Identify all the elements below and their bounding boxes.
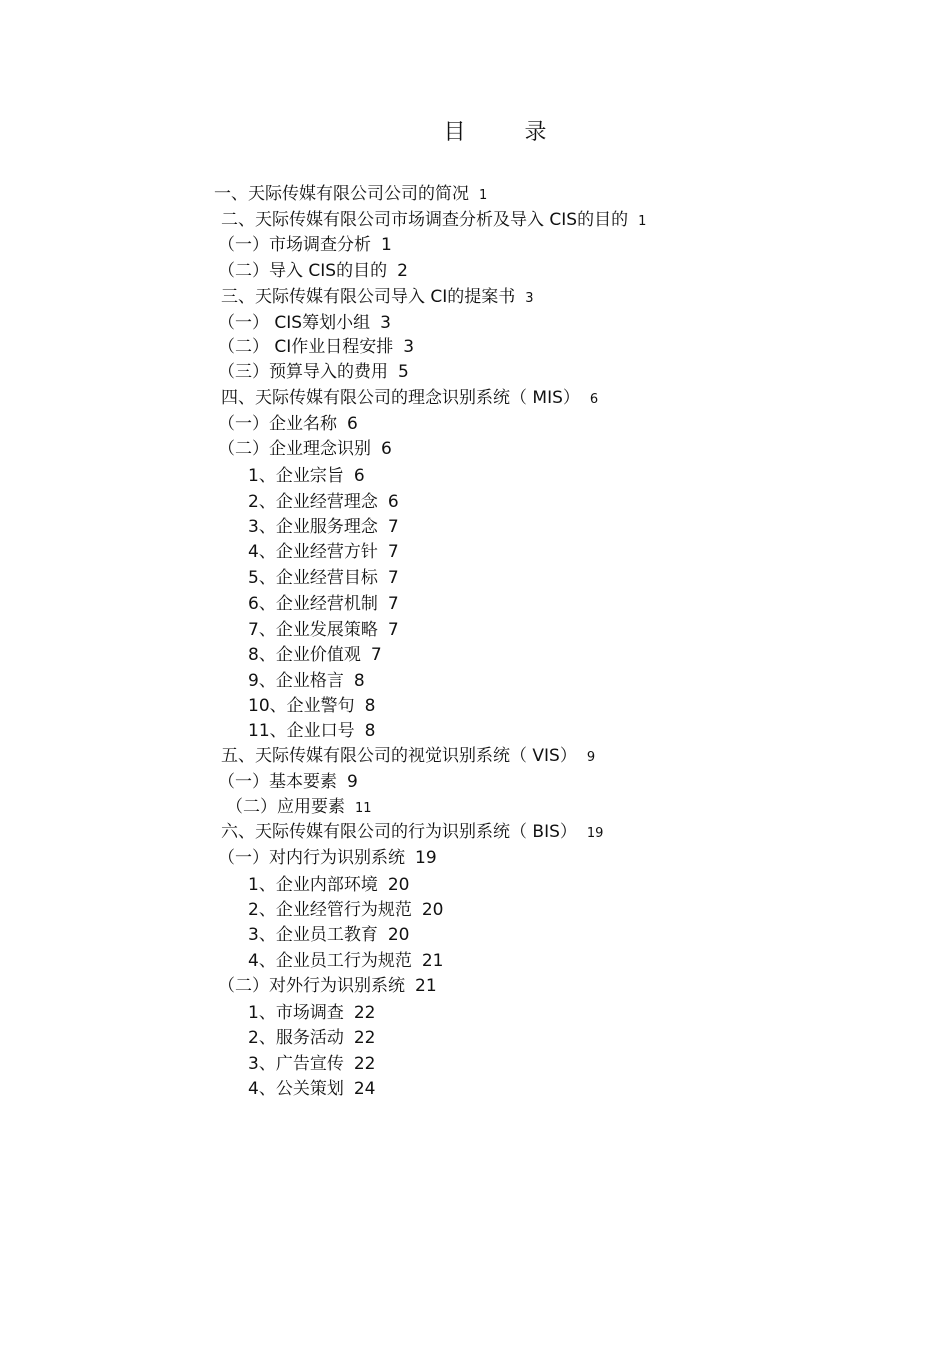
toc-entry-text: 五、天际传媒有限公司的视觉识别系统（ VIS） (221, 746, 577, 766)
toc-entry-text: 4、企业经营方针 (248, 542, 378, 562)
toc-entry-text: 5、企业经营目标 (248, 568, 378, 588)
toc-entry-page-number: 6 (387, 492, 399, 512)
toc-entry[interactable] (221, 387, 598, 411)
toc-entry-text: 10、企业警句 (248, 696, 355, 716)
toc-entry-page-number: 3 (403, 337, 415, 357)
toc-entry-text: （一）企业名称 (218, 414, 337, 434)
toc-entry[interactable] (248, 670, 365, 692)
toc-entry-page-number: 8 (364, 696, 376, 716)
toc-entry-page-number: 1 (479, 188, 488, 203)
toc-entry-text: 7、企业发展策略 (248, 620, 378, 640)
toc-entry[interactable] (248, 1078, 375, 1100)
toc-entry-page-number: 21 (421, 951, 444, 971)
toc-entry-text: 三、天际传媒有限公司导入 CI的提案书 (221, 287, 516, 307)
toc-entry-text: 3、广告宣传 (248, 1054, 344, 1074)
toc-entry-page-number: 1 (381, 235, 392, 255)
toc-entry-page-number: 11 (355, 801, 372, 816)
toc-entry-page-number: 7 (387, 542, 399, 562)
toc-entry-page-number: 20 (421, 900, 444, 920)
toc-entry-text: （一）基本要素 (218, 772, 337, 792)
toc-entry-text: 4、企业员工行为规范 (248, 951, 412, 971)
toc-entry[interactable] (248, 695, 375, 717)
toc-entry-page-number: 5 (398, 362, 409, 382)
toc-entry-text: 3、企业员工教育 (248, 925, 378, 945)
toc-entry-page-number: 7 (387, 594, 399, 614)
toc-entry-text: 3、企业服务理念 (248, 517, 378, 537)
toc-entry-page-number: 20 (387, 875, 410, 895)
toc-entry[interactable] (248, 644, 382, 666)
toc-entry-text: （三）预算导入的费用 (218, 362, 388, 382)
toc-entry[interactable] (248, 1053, 375, 1075)
toc-entry-page-number: 22 (353, 1028, 376, 1048)
toc-entry-page-number: 2 (397, 261, 408, 281)
toc-entry-page-number: 6 (353, 466, 365, 486)
toc-entry-page-number: 22 (353, 1003, 376, 1023)
toc-entry-text: 六、天际传媒有限公司的行为识别系统（ BIS） (221, 822, 577, 842)
toc-entry[interactable] (248, 465, 365, 487)
toc-entry-page-number: 7 (370, 645, 382, 665)
toc-entry[interactable] (248, 619, 399, 641)
toc-entry-page-number: 9 (347, 772, 358, 792)
toc-entry-page-number: 21 (415, 976, 437, 996)
toc-entry[interactable] (221, 821, 603, 845)
toc-entry-page-number: 8 (364, 721, 376, 741)
toc-entry-text: 8、企业价值观 (248, 645, 361, 665)
toc-entry[interactable] (248, 541, 399, 563)
toc-entry[interactable] (248, 567, 399, 589)
toc-entry-text: （二）应用要素 (226, 797, 345, 817)
toc-entry-text: 6、企业经营机制 (248, 594, 378, 614)
toc-entry-text: 1、市场调查 (248, 1003, 344, 1023)
toc-entry-page-number: 22 (353, 1054, 376, 1074)
toc-entry[interactable] (248, 1002, 375, 1024)
toc-entry-text: 2、企业经管行为规范 (248, 900, 412, 920)
toc-entry[interactable] (218, 361, 409, 383)
toc-entry-page-number: 9 (586, 750, 596, 765)
toc-entry-page-number: 7 (387, 620, 399, 640)
toc-entry[interactable] (218, 234, 392, 256)
toc-entry[interactable] (218, 847, 437, 869)
toc-entry[interactable] (218, 771, 358, 793)
toc-entry[interactable] (221, 286, 534, 310)
toc-entry-text: （二） CI作业日程安排 (218, 337, 394, 357)
toc-entry-page-number: 20 (387, 925, 410, 945)
toc-entry-text: 2、服务活动 (248, 1028, 344, 1048)
toc-entry[interactable] (218, 975, 437, 997)
toc-entry[interactable] (221, 745, 595, 769)
toc-entry-page-number: 19 (415, 848, 437, 868)
document-title: 目 录 (443, 120, 573, 145)
toc-entry-page-number: 6 (381, 439, 392, 459)
toc-entry-text: 1、企业内部环境 (248, 875, 378, 895)
toc-entry-page-number: 24 (353, 1079, 376, 1099)
toc-entry-page-number: 3 (525, 291, 534, 306)
toc-entry-text: 9、企业格言 (248, 671, 344, 691)
toc-entry-page-number: 1 (638, 214, 647, 229)
toc-entry[interactable] (248, 491, 399, 513)
toc-entry-text: （一）市场调查分析 (218, 235, 371, 255)
toc-entry[interactable] (248, 720, 375, 742)
toc-entry[interactable] (248, 874, 409, 896)
toc-entry[interactable] (214, 183, 487, 207)
toc-entry[interactable] (218, 413, 358, 435)
toc-entry[interactable] (248, 950, 443, 972)
toc-entry-page-number: 6 (589, 392, 599, 407)
toc-entry[interactable] (248, 593, 399, 615)
toc-entry-text: 二、天际传媒有限公司市场调查分析及导入 CIS的目的 (221, 210, 629, 230)
toc-entry-text: 4、公关策划 (248, 1079, 344, 1099)
toc-entry-text: （二）导入 CIS的目的 (218, 261, 388, 281)
toc-entry-page-number: 19 (586, 826, 604, 841)
toc-entry-text: 1、企业宗旨 (248, 466, 344, 486)
toc-entry[interactable] (248, 924, 409, 946)
toc-entry[interactable] (218, 260, 408, 282)
toc-entry-text: （一）对内行为识别系统 (218, 848, 405, 868)
toc-entry-text: （二）对外行为识别系统 (218, 976, 405, 996)
toc-entry[interactable] (226, 796, 372, 820)
toc-entry-text: （一） CIS筹划小组 (218, 313, 371, 333)
toc-entry[interactable] (248, 1027, 375, 1049)
toc-entry-page-number: 7 (387, 517, 399, 537)
toc-entry-page-number: 8 (353, 671, 365, 691)
toc-entry-text: 11、企业口号 (248, 721, 355, 741)
toc-entry[interactable] (248, 516, 399, 538)
toc-entry[interactable] (218, 312, 391, 334)
toc-entry[interactable] (218, 438, 392, 460)
toc-entry[interactable] (218, 336, 414, 358)
toc-entry-page-number: 7 (387, 568, 399, 588)
toc-entry-page-number: 3 (380, 313, 391, 333)
toc-entry-text: （二）企业理念识别 (218, 439, 371, 459)
toc-entry-text: 四、天际传媒有限公司的理念识别系统（ MIS） (221, 388, 580, 408)
toc-entry[interactable] (248, 899, 443, 921)
toc-entry-text: 2、企业经营理念 (248, 492, 378, 512)
toc-entry-text: 一、天际传媒有限公司公司的简况 (214, 184, 469, 204)
toc-entry[interactable] (221, 209, 646, 233)
toc-entry-page-number: 6 (347, 414, 358, 434)
